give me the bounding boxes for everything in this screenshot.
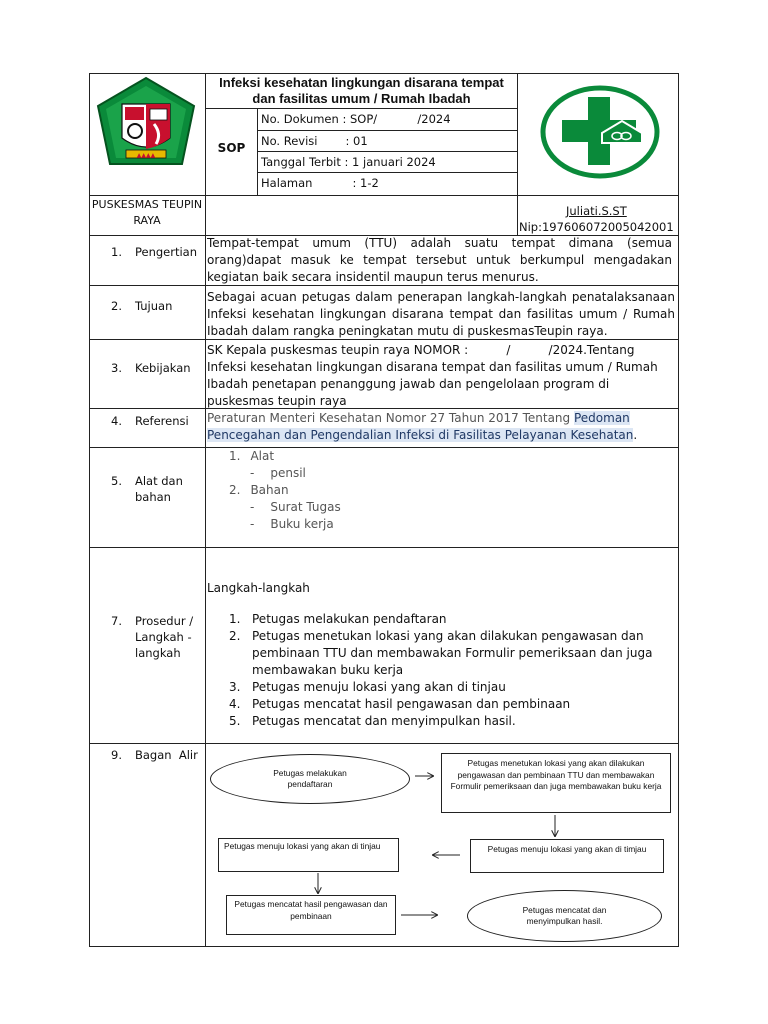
row-label-bagan-alir: 9. Bagan Alir	[111, 748, 198, 762]
row-label-referensi: 4. Referensi	[111, 414, 189, 428]
alat-group: 1. Alat	[229, 449, 275, 463]
list-item: 1. Petugas melakukan pendaftaran	[229, 612, 447, 626]
flow-box-menuju-lokasi-left: Petugas menuju lokasi yang akan di tinjau	[218, 838, 399, 872]
document-title-cell	[206, 73, 518, 109]
right-logo-cell	[518, 73, 679, 195]
signer-nip: Nip:197606072005042001	[519, 220, 674, 234]
signer-cell	[518, 195, 679, 236]
alat-item: - pensil	[250, 466, 306, 480]
document-title: Infeksi kesehatan lingkungan disarana tempat dan fasilitas umum / Rumah Ibadah	[219, 75, 504, 106]
list-item: 5. Petugas mencatat dan menyimpulkan hasil.	[229, 714, 516, 728]
referensi-pedoman-link[interactable]: Pedoman Pencegahan dan Pengendalian Infeksi di Fasilitas Pelayanan Kesehatan	[207, 411, 634, 442]
svg-text:▲▲▲▲: ▲▲▲▲	[136, 152, 156, 159]
row-label-tujuan: 2. Tujuan	[111, 299, 173, 313]
referensi-text: Peraturan Menteri Kesehatan Nomor 27 Tahun 2017 Tentang Pedoman Pencegahan dan Pengendalian Infeksi di Fasilitas Pelayanan Kesehatan.	[207, 411, 638, 442]
bahan-item: - Surat Tugas	[250, 500, 341, 514]
field-tanggal-terbit: Tanggal Terbit : 1 januari 2024	[258, 152, 518, 173]
alat-bahan-list	[229, 448, 529, 533]
flow-box-menuju-lokasi-right: Petugas menuju lokasi yang akan di timjau	[470, 839, 664, 873]
puskesmas-cross-logo	[540, 85, 660, 179]
flow-box-catat-hasil: Petugas mencatat hasil pengawasan dan pembinaan	[226, 895, 396, 935]
flow-start-ellipse: Petugas melakukan pendaftaran	[210, 754, 410, 804]
regional-crest-logo	[94, 76, 198, 172]
referensi-plain: Peraturan Menteri Kesehatan Nomor 27 Tahun 2017 Tentang	[207, 411, 574, 425]
bahan-item: - Buku kerja	[250, 517, 334, 531]
list-item: 2. Petugas menetukan lokasi yang akan dilakukan pengawasan dan pembinaan TTU dan membawakan Formulir pemeriksaan dan juga membawakan buku kerja	[229, 629, 653, 677]
list-item: 4. Petugas mencatat hasil pengawasan dan pembinaan	[229, 697, 571, 711]
flow-box-tentukan-lokasi: Petugas menetukan lokasi yang akan dilakukan pengawasan dan pembinaan TTU dan membawakan Formulir pemeriksaan dan juga membawakan buku kerja	[441, 753, 671, 813]
kebijakan-text: SK Kepala puskesmas teupin raya NOMOR : / /2024.Tentang Infeksi kesehatan lingkungan disarana tempat dan fasilitas umum / Rumah Ibadah penetapan penanggung jawab dan pengelolaan program di puskesmas teupin raya	[207, 343, 662, 408]
field-no-dokumen: No. Dokumen : SOP/ /2024	[258, 109, 518, 131]
empty-header-cell	[206, 195, 518, 236]
row-label-alat-bahan: 5. Alat dan bahan	[111, 474, 183, 504]
sop-label: SOP	[217, 141, 246, 155]
org-name: PUSKESMAS TEUPIN RAYA	[91, 198, 203, 227]
signer-name: Juliati.S.ST	[566, 204, 627, 218]
row-label-kebijakan: 3. Kebijakan	[111, 361, 191, 375]
sop-label-cell	[206, 109, 258, 195]
prosedur-steps	[207, 611, 662, 730]
flow-end-ellipse: Petugas mencatat dan menyimpulkan hasil.	[467, 890, 662, 942]
row-label-pengertian: 1. Pengertian	[111, 245, 198, 259]
document-fields	[258, 109, 518, 195]
prosedur-heading: Langkah-langkah	[207, 581, 310, 595]
field-halaman: Halaman : 1-2	[258, 173, 518, 195]
left-logo-cell	[89, 73, 206, 195]
tujuan-text: Sebagai acuan petugas dalam penerapan langkah-langkah penatalaksanaan Infeksi kesehatan lingkungan disarana tempat dan fasilitas umum / Rumah Ibadah dalam rangka peningkatan mutu di puskesmasTeupin raya.	[207, 290, 675, 338]
bahan-group: 2. Bahan	[229, 483, 289, 497]
org-name-cell	[89, 195, 206, 236]
row-label-prosedur: 7. Prosedur / Langkah - langkah	[111, 614, 194, 660]
field-no-revisi: No. Revisi : 01	[258, 131, 518, 152]
list-item: 3. Petugas menuju lokasi yang akan di tinjau	[229, 680, 506, 694]
pengertian-text: Tempat-tempat umum (TTU) adalah suatu tempat dimana (semua orang)dapat masuk ke tempat tersebut untuk berkumpul mengadakan kegiatan baik secara insidentil maupun terus menurus.	[207, 236, 672, 284]
